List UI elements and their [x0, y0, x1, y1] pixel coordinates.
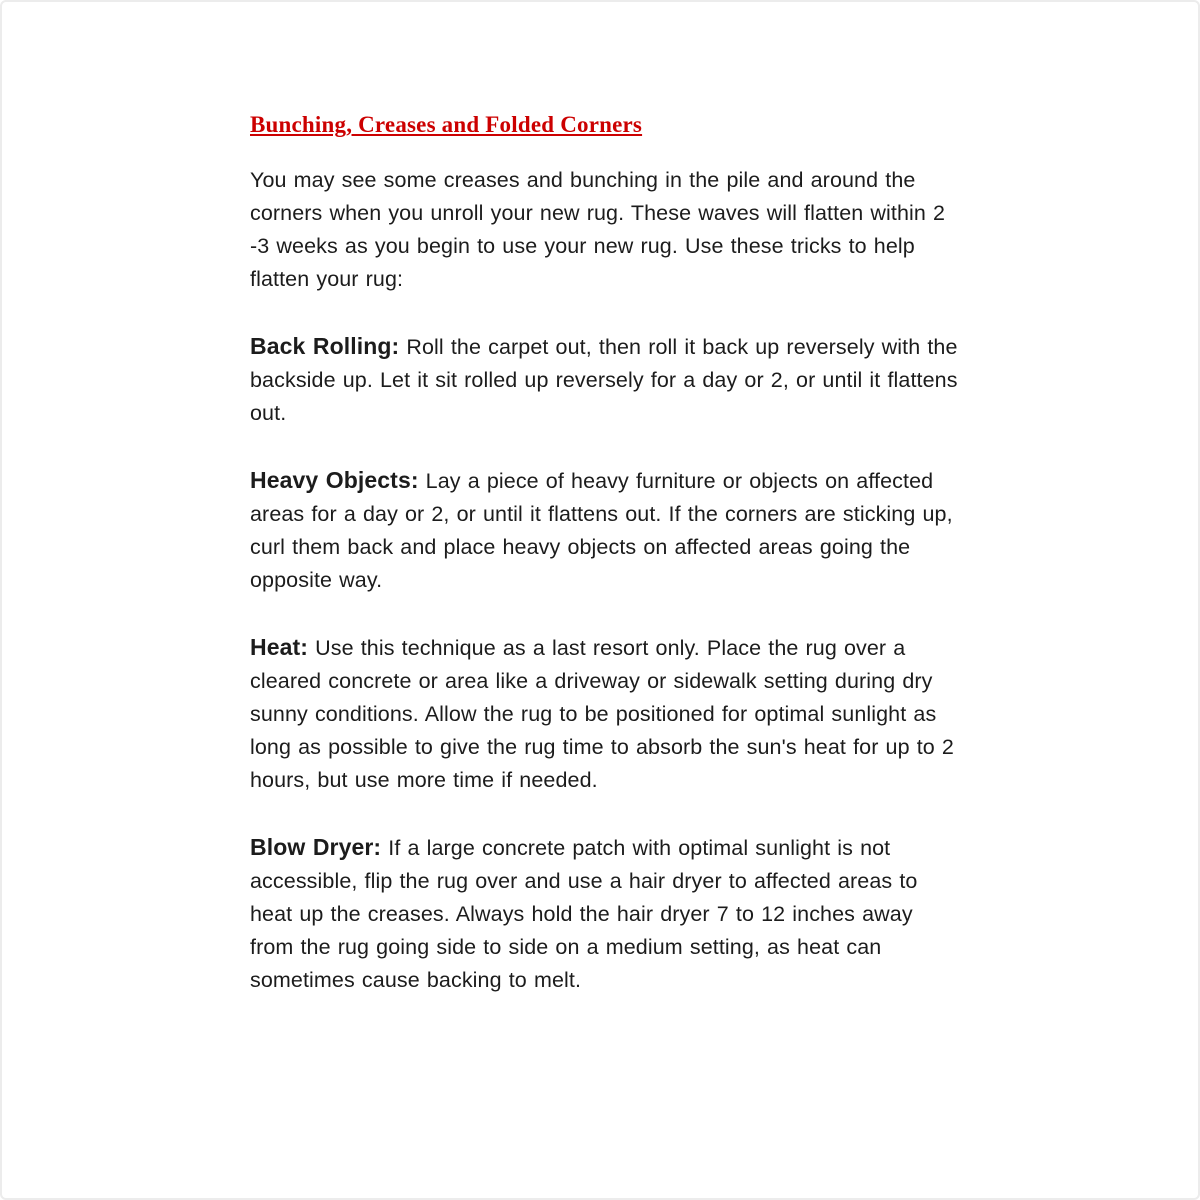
- section-text: Use this technique as a last resort only. Place the rug over a cleared concrete or area like a driveway or sidewalk setting during dry sunny conditions. Allow the rug to be positioned for optimal sunlight as long as possible to give the rug time to absorb the sun's heat for up to 2 hours, but use more time if needed.: [250, 636, 954, 792]
- section-label: Heavy Objects:: [250, 467, 419, 493]
- section-text: Roll the carpet out, then roll it back up reversely with the backside up. Let it sit rolled up reversely for a day or 2, or until it flattens out.: [250, 335, 958, 425]
- section-paragraph-heavy-objects: [250, 464, 962, 597]
- section-text: If a large concrete patch with optimal sunlight is not accessible, flip the rug over and use a hair dryer to affected areas to heat up the creases. Always hold the hair dryer 7 to 12 inches away from the rug going side to side on a medium setting, as heat can sometimes cause backing to melt.: [250, 836, 918, 992]
- section-paragraph-back-rolling: [250, 330, 962, 430]
- document-heading: Bunching, Creases and Folded Corners: [250, 112, 643, 137]
- document-content: [250, 112, 962, 997]
- section-label: Back Rolling:: [250, 333, 400, 359]
- section-paragraph-heat: [250, 631, 962, 797]
- section-paragraph-blow-dryer: [250, 831, 962, 997]
- section-text: Lay a piece of heavy furniture or objects on affected areas for a day or 2, or until it flattens out. If the corners are sticking up, curl them back and place heavy objects on affected areas going the opposite way.: [250, 469, 953, 592]
- section-label: Heat:: [250, 634, 309, 660]
- intro-paragraph: You may see some creases and bunching in the pile and around the corners when you unroll your new rug. These waves will flatten within 2 -3 weeks as you begin to use your new rug. Use these tricks to help flatten your rug:: [250, 168, 946, 291]
- section-label: Blow Dryer:: [250, 834, 382, 860]
